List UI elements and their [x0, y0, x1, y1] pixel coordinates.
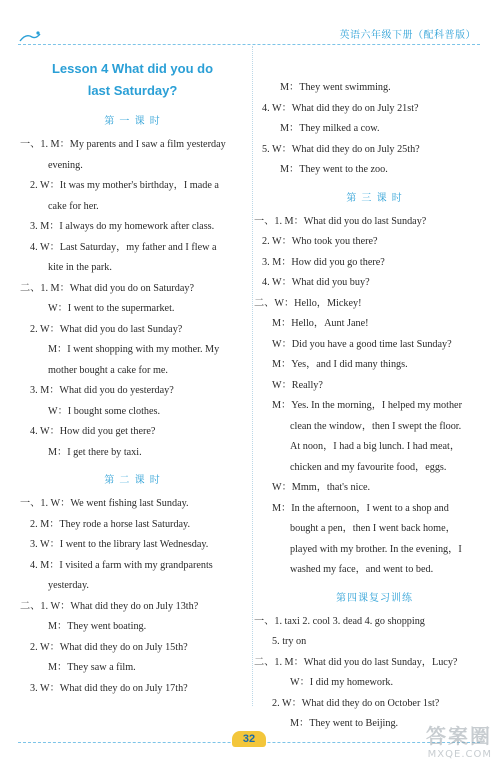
answer-line: M：They went to the zoo.	[280, 164, 388, 175]
answer-line: 二、1. M：What did you do on Saturday?	[20, 282, 195, 294]
answer-line: M：Hello，Aunt Jane!	[272, 318, 369, 329]
answer-line: 3. W：I went to the library last Wednesday.	[30, 539, 209, 550]
answer-line: 2. W：What did they do on July 15th?	[30, 641, 188, 653]
answer-line: 一、1. M：My parents and I saw a film yesterday	[20, 139, 226, 150]
answer-line: 3. M：What did you do yesterday?	[30, 385, 174, 396]
page-number: 32	[232, 731, 266, 747]
section-head-lesson1: 第 一 课 时	[104, 116, 161, 127]
answer-line: played with my brother. In the evening，I	[290, 543, 462, 555]
answer-line: clean the window，then I swept the floor.	[290, 420, 462, 432]
left-column	[20, 58, 245, 699]
watermark-line1: 答案圈	[426, 724, 492, 748]
answer-line: cake for her.	[48, 200, 99, 212]
answer-line: M：In the afternoon，I went to a shop and	[272, 502, 449, 514]
answer-line: M：They milked a cow.	[280, 123, 380, 134]
watermark	[426, 720, 492, 760]
answer-line: chicken and my favourite food，eggs.	[290, 461, 447, 473]
answer-line: 一、1. taxi 2. cool 3. dead 4. go shopping	[254, 615, 425, 627]
answer-line: yesterday.	[48, 580, 89, 591]
answer-line: W：Mmm，that's nice.	[272, 482, 371, 493]
answer-line: 5. try on	[272, 636, 307, 647]
answer-line: 4. W：What did they do on July 21st?	[262, 102, 419, 114]
answer-line: bought a pen，then I went back home，	[290, 523, 456, 534]
header-divider	[18, 44, 480, 45]
answer-line: W：I went to the supermarket.	[48, 303, 175, 314]
header-title: 英语六年级下册（配科普版）	[339, 30, 476, 41]
answer-line: 2. W：What did they do on October 1st?	[272, 697, 440, 709]
header-logo-icon	[18, 30, 42, 44]
answer-line: M：Yes，and I did many things.	[272, 359, 408, 370]
section-head-lesson2: 第 二 课 时	[104, 475, 161, 486]
lesson-title-line1: Lesson 4 What did you do	[51, 61, 214, 76]
answer-line: 二、1. W：What did they do on July 13th?	[20, 600, 199, 612]
answer-line: 5. W：What did they do on July 25th?	[262, 143, 420, 155]
answer-line: M：They went swimming.	[280, 82, 391, 93]
answer-line: W：I did my homework.	[290, 677, 393, 688]
answer-line: 二、1. M：What did you do last Sunday，Lucy?	[254, 656, 458, 668]
answer-line: 一、1. M：What did you do last Sunday?	[254, 215, 427, 227]
section-head-lesson4-review: 第四课复习训练	[336, 592, 413, 604]
watermark-line2: MXQE.COM	[427, 749, 492, 760]
answer-line: M：Yes. In the morning，I helped my mother	[272, 400, 462, 411]
answer-line: 3. W：What did they do on July 17th?	[30, 682, 188, 694]
answer-line: 2. W：What did you do last Sunday?	[30, 323, 183, 335]
answer-line: kite in the park.	[48, 262, 112, 273]
answer-line: 4. M：I visited a farm with my grandparents	[30, 559, 213, 571]
answer-line: 二、W：Hello，Mickey!	[254, 297, 362, 309]
answer-line: 3. M：How did you go there?	[262, 256, 385, 268]
answer-line: 2. M：They rode a horse last Saturday.	[30, 518, 191, 530]
section-head-lesson3: 第 三 课 时	[346, 192, 403, 204]
right-column	[254, 78, 487, 735]
answer-line: 3. M：I always do my homework after class.	[30, 221, 215, 232]
answer-line: 4. W：How did you get there?	[30, 426, 156, 437]
answer-line: W：Did you have a good time last Sunday?	[272, 338, 452, 350]
answer-line: M：They went to Beijing.	[290, 718, 399, 729]
answer-line: 2. W：It was my mother's birthday，I made a	[30, 180, 219, 191]
answer-line: washed my face，and went to bed.	[290, 564, 434, 575]
lesson-title-line2: last Saturday?	[87, 83, 178, 98]
answer-line: mother bought a cake for me.	[48, 364, 168, 376]
answer-line: M：They went boating.	[48, 621, 147, 632]
answer-line: 一、1. W：We went fishing last Sunday.	[20, 498, 189, 509]
answer-line: 4. W：Last Saturday，my father and I flew a	[30, 241, 217, 253]
answer-line: W：I bought some clothes.	[48, 405, 161, 417]
answer-line: W：Really?	[272, 379, 323, 391]
column-divider	[252, 46, 253, 706]
answer-line: M：I get there by taxi.	[48, 446, 142, 458]
answer-line: At noon，I had a big lunch. I had meat，	[290, 441, 461, 452]
answer-line: M：They saw a film.	[48, 662, 136, 673]
answer-line: M：I went shopping with my mother. My	[48, 344, 220, 355]
answer-line: 4. W：What did you buy?	[262, 277, 370, 288]
answer-line: 2. W：Who took you there?	[262, 236, 378, 247]
lesson-title	[20, 58, 245, 102]
answer-line: evening.	[48, 159, 83, 171]
